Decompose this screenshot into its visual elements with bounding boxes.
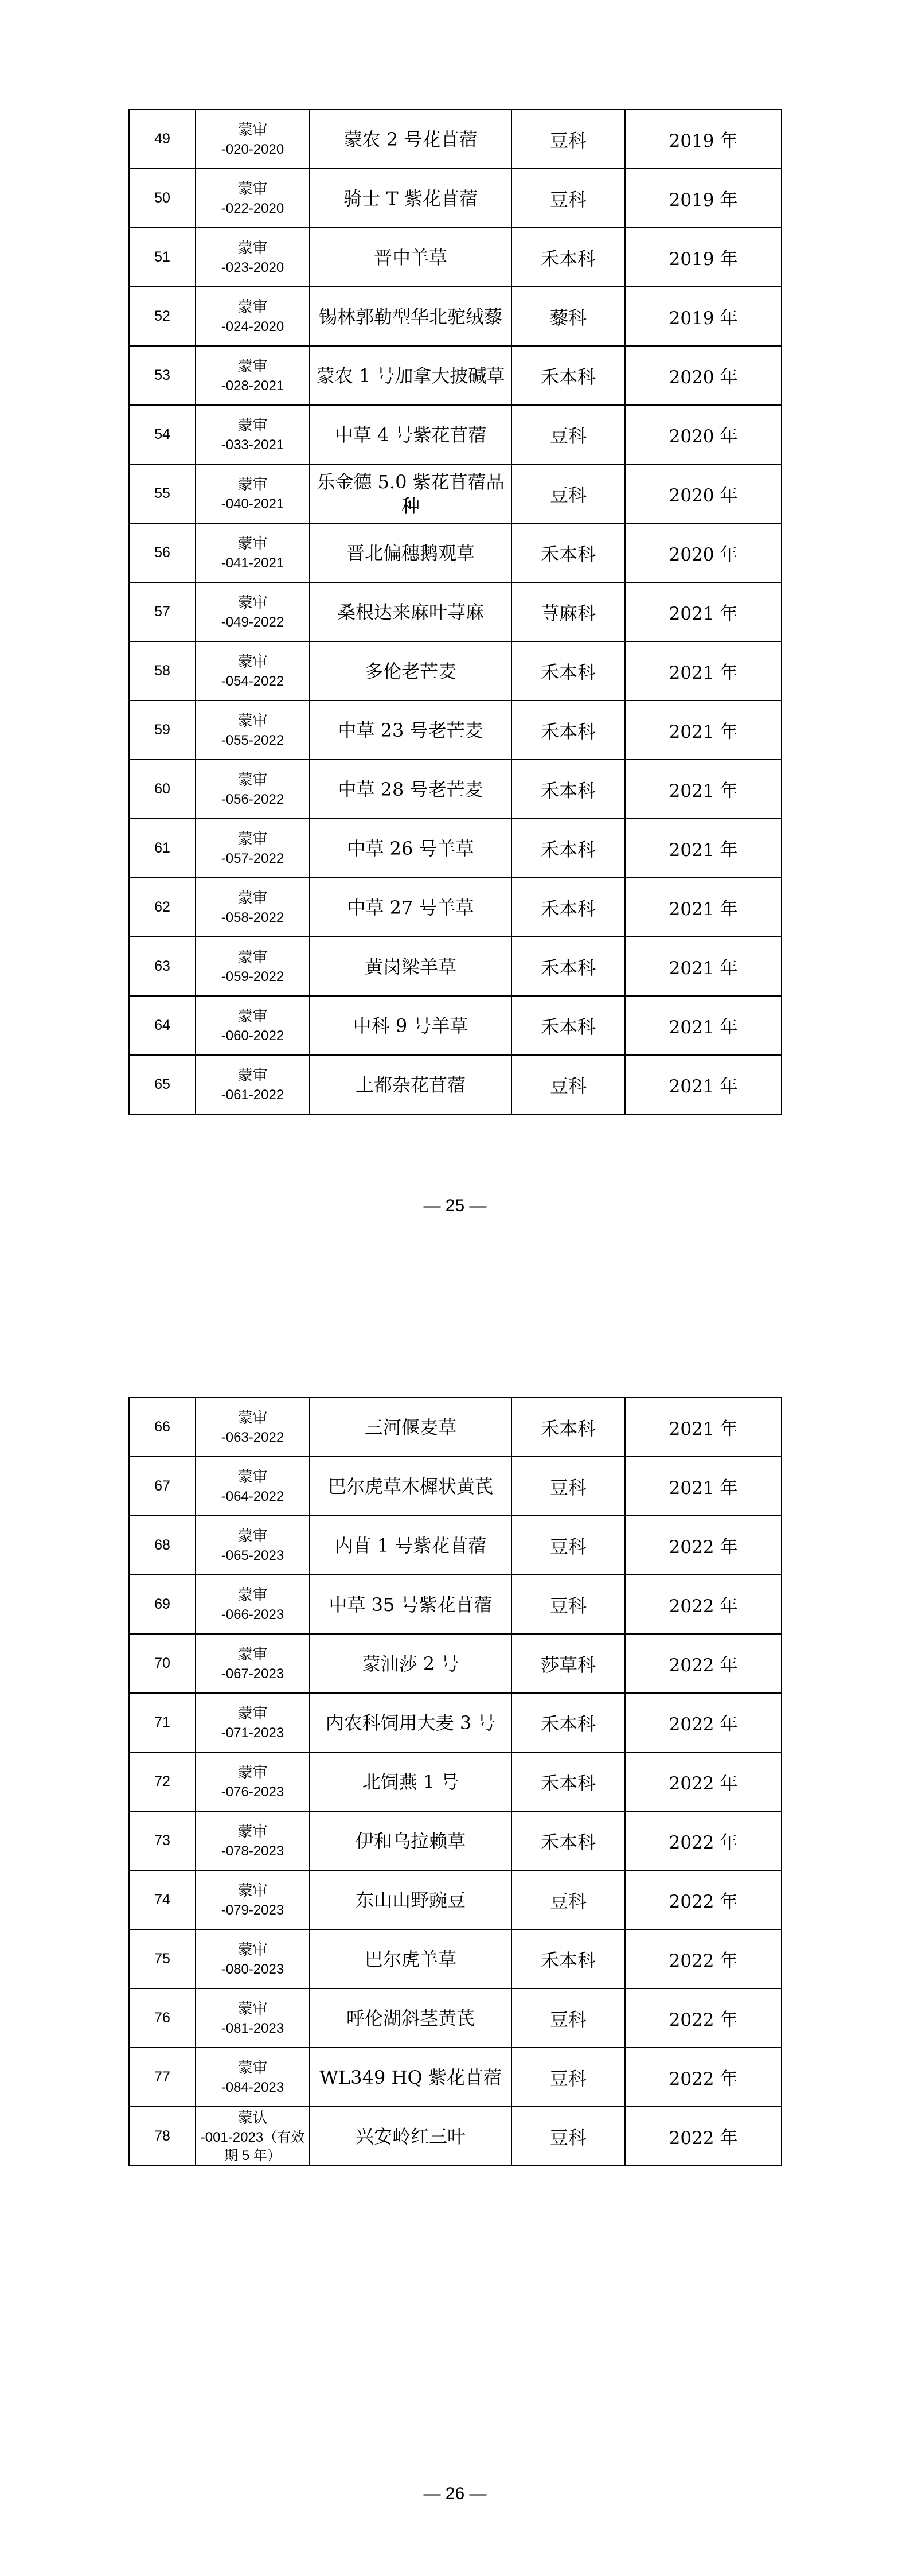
row-number: 69	[129, 1575, 196, 1634]
approval-code	[196, 110, 310, 169]
row-number: 52	[129, 287, 196, 346]
approval-code-number: -024-2020	[221, 318, 284, 334]
approval-code-number: -022-2020	[221, 200, 284, 216]
plant-family: 禾本科	[511, 701, 625, 760]
approval-code	[196, 582, 310, 641]
page-number: — 25 —	[423, 1196, 487, 1215]
row-number: 77	[129, 2048, 196, 2107]
table-row	[129, 110, 782, 169]
table-row	[129, 1634, 782, 1693]
approval-code	[196, 760, 310, 819]
plant-family: 藜科	[511, 287, 625, 346]
approval-code-prefix: 蒙审	[237, 1764, 268, 1781]
row-number: 62	[129, 878, 196, 937]
row-number: 78	[129, 2107, 196, 2166]
plant-family: 禾本科	[511, 346, 625, 405]
plant-family: 莎草科	[511, 1634, 625, 1693]
table-row	[129, 760, 782, 819]
table-row	[129, 1398, 782, 1457]
row-number: 57	[129, 582, 196, 641]
row-number: 58	[129, 641, 196, 701]
approval-code	[196, 878, 310, 937]
approval-code-prefix: 蒙审	[237, 712, 268, 730]
plant-family: 禾本科	[511, 819, 625, 878]
approval-code	[196, 1870, 310, 1929]
table-body	[129, 1398, 782, 2166]
approval-code	[196, 287, 310, 346]
approval-code	[196, 937, 310, 996]
approval-code-prefix: 蒙审	[237, 1409, 268, 1427]
approval-code-prefix: 蒙审	[237, 535, 268, 552]
approval-year: 2022 年	[625, 1929, 782, 1989]
approval-code	[196, 1693, 310, 1752]
approval-code-number: -071-2023	[221, 1725, 284, 1741]
variety-name: 中草 26 号羊草	[310, 819, 511, 878]
plant-family: 禾本科	[511, 1929, 625, 1989]
approval-code	[196, 641, 310, 701]
approval-code-number: -079-2023	[221, 1902, 284, 1918]
table-row	[129, 582, 782, 641]
approval-code-prefix: 蒙审	[237, 830, 268, 848]
plant-family: 禾本科	[511, 523, 625, 582]
approval-year: 2022 年	[625, 2048, 782, 2107]
approval-code	[196, 169, 310, 228]
approval-code	[196, 346, 310, 405]
approval-code-number: -059-2022	[221, 968, 284, 985]
approval-year: 2021 年	[625, 641, 782, 701]
table-row	[129, 169, 782, 228]
approval-code-prefix: 蒙审	[237, 1823, 268, 1840]
approval-code-number: -084-2023	[221, 2079, 284, 2095]
variety-name: 骑士 T 紫花苜蓿	[310, 169, 511, 228]
row-number: 74	[129, 1870, 196, 1929]
approval-code	[196, 1457, 310, 1516]
row-number: 70	[129, 1634, 196, 1693]
approval-code-prefix: 蒙认	[237, 2109, 268, 2127]
plant-family: 禾本科	[511, 937, 625, 996]
table-row	[129, 2048, 782, 2107]
approval-code	[196, 1516, 310, 1575]
approval-year: 2021 年	[625, 819, 782, 878]
approval-year: 2022 年	[625, 1870, 782, 1929]
plant-family: 禾本科	[511, 641, 625, 701]
approval-code-number: -055-2022	[221, 732, 284, 748]
variety-name: 中草 35 号紫花苜蓿	[310, 1575, 511, 1634]
approval-year: 2021 年	[625, 1457, 782, 1516]
page-26	[0, 1288, 910, 2576]
row-number: 67	[129, 1457, 196, 1516]
row-number: 76	[129, 1989, 196, 2048]
plant-family: 禾本科	[511, 1398, 625, 1457]
variety-table	[128, 1397, 782, 2166]
approval-year: 2022 年	[625, 1989, 782, 2048]
approval-code-prefix: 蒙审	[237, 653, 268, 671]
row-number: 59	[129, 701, 196, 760]
variety-name: 蒙农 2 号花苜蓿	[310, 110, 511, 169]
approval-code-number: -078-2023	[221, 1843, 284, 1859]
plant-family: 禾本科	[511, 1693, 625, 1752]
variety-name: 晋中羊草	[310, 228, 511, 287]
approval-code	[196, 464, 310, 523]
variety-name: 中科 9 号羊草	[310, 996, 511, 1055]
approval-code-number: -081-2023	[221, 2020, 284, 2036]
plant-family: 禾本科	[511, 760, 625, 819]
approval-code-number: -067-2023	[221, 1666, 284, 1682]
row-number: 65	[129, 1055, 196, 1114]
table-row	[129, 937, 782, 996]
table-row	[129, 523, 782, 582]
approval-code-number: -061-2022	[221, 1087, 284, 1103]
approval-code-prefix: 蒙审	[237, 1067, 268, 1084]
variety-name: 伊和乌拉赖草	[310, 1811, 511, 1870]
table-row	[129, 878, 782, 937]
approval-year: 2021 年	[625, 701, 782, 760]
approval-code-number: -080-2023	[221, 1961, 284, 1977]
table-row	[129, 996, 782, 1055]
variety-name: 蒙油莎 2 号	[310, 1634, 511, 1693]
plant-family: 豆科	[511, 1989, 625, 2048]
approval-code-prefix: 蒙审	[237, 476, 268, 493]
variety-name: 内农科饲用大麦 3 号	[310, 1693, 511, 1752]
approval-code-number: -058-2022	[221, 909, 284, 925]
approval-code-prefix: 蒙审	[237, 1645, 268, 1663]
table-row	[129, 346, 782, 405]
approval-code	[196, 405, 310, 464]
variety-name: 巴尔虎草木樨状黄芪	[310, 1457, 511, 1516]
table-body	[129, 110, 782, 1114]
table-row	[129, 405, 782, 464]
approval-code-number: -064-2022	[221, 1488, 284, 1504]
approval-code-prefix: 蒙审	[237, 1468, 268, 1486]
row-number: 54	[129, 405, 196, 464]
approval-code	[196, 523, 310, 582]
approval-code-prefix: 蒙审	[237, 1705, 268, 1722]
variety-name: 黄岗梁羊草	[310, 937, 511, 996]
approval-code	[196, 819, 310, 878]
variety-name: 上都杂花苜蓿	[310, 1055, 511, 1114]
approval-code	[196, 701, 310, 760]
approval-code-prefix: 蒙审	[237, 121, 268, 139]
variety-table	[128, 109, 782, 1115]
table-row	[129, 1457, 782, 1516]
approval-code-number: -060-2022	[221, 1028, 284, 1044]
row-number: 66	[129, 1398, 196, 1457]
approval-code	[196, 1811, 310, 1870]
row-number: 72	[129, 1752, 196, 1811]
table-row	[129, 287, 782, 346]
table-row	[129, 1811, 782, 1870]
approval-code-prefix: 蒙审	[237, 180, 268, 198]
approval-code	[196, 1989, 310, 2048]
table-row	[129, 464, 782, 523]
table-row	[129, 1693, 782, 1752]
approval-code-prefix: 蒙审	[237, 417, 268, 434]
plant-family: 豆科	[511, 1516, 625, 1575]
approval-year: 2022 年	[625, 1811, 782, 1870]
approval-code	[196, 1752, 310, 1811]
plant-family: 荨麻科	[511, 582, 625, 641]
approval-code	[196, 1055, 310, 1114]
approval-year: 2022 年	[625, 1693, 782, 1752]
approval-code-prefix: 蒙审	[237, 594, 268, 612]
row-number: 50	[129, 169, 196, 228]
approval-year: 2021 年	[625, 937, 782, 996]
variety-name: 晋北偏穗鹅观草	[310, 523, 511, 582]
approval-code-number: -023-2020	[221, 259, 284, 275]
approval-code	[196, 228, 310, 287]
table-row	[129, 1516, 782, 1575]
variety-name: 蒙农 1 号加拿大披碱草	[310, 346, 511, 405]
variety-name: 呼伦湖斜茎黄芪	[310, 1989, 511, 2048]
approval-code-number: -049-2022	[221, 614, 284, 630]
row-number: 61	[129, 819, 196, 878]
row-number: 55	[129, 464, 196, 523]
approval-year: 2022 年	[625, 1634, 782, 1693]
plant-family: 豆科	[511, 2107, 625, 2166]
approval-code-number: -056-2022	[221, 791, 284, 807]
approval-code-prefix: 蒙审	[237, 2059, 268, 2077]
approval-code-prefix: 蒙审	[237, 298, 268, 316]
approval-code-number: -066-2023	[221, 1606, 284, 1622]
plant-family: 豆科	[511, 1055, 625, 1114]
plant-family: 禾本科	[511, 1811, 625, 1870]
table-row	[129, 1870, 782, 1929]
plant-family: 豆科	[511, 169, 625, 228]
table-row	[129, 701, 782, 760]
variety-name: 中草 4 号紫花苜蓿	[310, 405, 511, 464]
approval-year: 2020 年	[625, 464, 782, 523]
row-number: 60	[129, 760, 196, 819]
approval-code-prefix: 蒙审	[237, 889, 268, 907]
approval-code-prefix: 蒙审	[237, 1882, 268, 1900]
approval-year: 2020 年	[625, 405, 782, 464]
approval-code-number: -057-2022	[221, 850, 284, 866]
approval-code	[196, 1575, 310, 1634]
row-number: 49	[129, 110, 196, 169]
approval-code-prefix: 蒙审	[237, 1007, 268, 1025]
approval-code-number: -076-2023	[221, 1784, 284, 1800]
approval-year: 2021 年	[625, 878, 782, 937]
plant-family: 豆科	[511, 110, 625, 169]
table-row	[129, 1752, 782, 1811]
plant-family: 禾本科	[511, 1752, 625, 1811]
variety-name: 东山山野豌豆	[310, 1870, 511, 1929]
approval-code	[196, 1929, 310, 1989]
approval-code-prefix: 蒙审	[237, 1527, 268, 1545]
row-number: 56	[129, 523, 196, 582]
table-row	[129, 2107, 782, 2166]
approval-year: 2020 年	[625, 346, 782, 405]
variety-name: 中草 28 号老芒麦	[310, 760, 511, 819]
approval-code-prefix: 蒙审	[237, 1586, 268, 1604]
approval-code	[196, 2107, 310, 2166]
approval-code-number: -040-2021	[221, 496, 284, 512]
approval-code-number: -028-2021	[221, 378, 284, 394]
variety-name: 锡林郭勒型华北驼绒藜	[310, 287, 511, 346]
approval-code	[196, 2048, 310, 2107]
variety-name: 中草 23 号老芒麦	[310, 701, 511, 760]
variety-name: 中草 27 号羊草	[310, 878, 511, 937]
approval-code-number: -001-2023（有效期 5 年）	[200, 2129, 305, 2163]
plant-family: 禾本科	[511, 878, 625, 937]
approval-year: 2021 年	[625, 582, 782, 641]
approval-code-number: -063-2022	[221, 1429, 284, 1445]
variety-name: 巴尔虎羊草	[310, 1929, 511, 1989]
approval-code	[196, 1634, 310, 1693]
approval-year: 2022 年	[625, 1752, 782, 1811]
table-row	[129, 1575, 782, 1634]
row-number: 63	[129, 937, 196, 996]
plant-family: 豆科	[511, 464, 625, 523]
table-row	[129, 1055, 782, 1114]
variety-name: 兴安岭红三叶	[310, 2107, 511, 2166]
row-number: 75	[129, 1929, 196, 1989]
approval-year: 2021 年	[625, 760, 782, 819]
variety-name: WL349 HQ 紫花苜蓿	[310, 2048, 511, 2107]
approval-code-number: -054-2022	[221, 673, 284, 689]
row-number: 53	[129, 346, 196, 405]
table-row	[129, 1989, 782, 2048]
approval-code-prefix: 蒙审	[237, 771, 268, 789]
approval-code-number: -041-2021	[221, 555, 284, 571]
approval-year: 2019 年	[625, 228, 782, 287]
row-number: 68	[129, 1516, 196, 1575]
approval-code	[196, 996, 310, 1055]
row-number: 71	[129, 1693, 196, 1752]
approval-year: 2019 年	[625, 169, 782, 228]
approval-code	[196, 1398, 310, 1457]
approval-code-prefix: 蒙审	[237, 239, 268, 257]
plant-family: 豆科	[511, 1575, 625, 1634]
approval-year: 2021 年	[625, 1055, 782, 1114]
plant-family: 豆科	[511, 2048, 625, 2107]
page-number: — 26 —	[423, 2484, 487, 2503]
approval-year: 2020 年	[625, 523, 782, 582]
approval-year: 2021 年	[625, 1398, 782, 1457]
plant-family: 豆科	[511, 405, 625, 464]
variety-name: 内苜 1 号紫花苜蓿	[310, 1516, 511, 1575]
approval-code-prefix: 蒙审	[237, 357, 268, 375]
plant-family: 禾本科	[511, 228, 625, 287]
plant-family: 禾本科	[511, 996, 625, 1055]
approval-code-number: -065-2023	[221, 1547, 284, 1563]
row-number: 51	[129, 228, 196, 287]
plant-family: 豆科	[511, 1870, 625, 1929]
approval-code-number: -033-2021	[221, 437, 284, 453]
approval-year: 2019 年	[625, 287, 782, 346]
variety-name: 桑根达来麻叶荨麻	[310, 582, 511, 641]
row-number: 73	[129, 1811, 196, 1870]
approval-code-number: -020-2020	[221, 141, 284, 157]
approval-code-prefix: 蒙审	[237, 1941, 268, 1959]
variety-name: 北饲燕 1 号	[310, 1752, 511, 1811]
table-row	[129, 819, 782, 878]
table-row	[129, 641, 782, 701]
table-row	[129, 1929, 782, 1989]
approval-year: 2019 年	[625, 110, 782, 169]
row-number: 64	[129, 996, 196, 1055]
approval-year: 2022 年	[625, 1575, 782, 1634]
approval-code-prefix: 蒙审	[237, 948, 268, 966]
variety-name: 三河偃麦草	[310, 1398, 511, 1457]
approval-year: 2022 年	[625, 2107, 782, 2166]
variety-name: 乐金德 5.0 紫花苜蓿品种	[310, 464, 511, 523]
table-row	[129, 228, 782, 287]
approval-year: 2021 年	[625, 996, 782, 1055]
plant-family: 豆科	[511, 1457, 625, 1516]
variety-name: 多伦老芒麦	[310, 641, 511, 701]
approval-code-prefix: 蒙审	[237, 2000, 268, 2018]
approval-year: 2022 年	[625, 1516, 782, 1575]
